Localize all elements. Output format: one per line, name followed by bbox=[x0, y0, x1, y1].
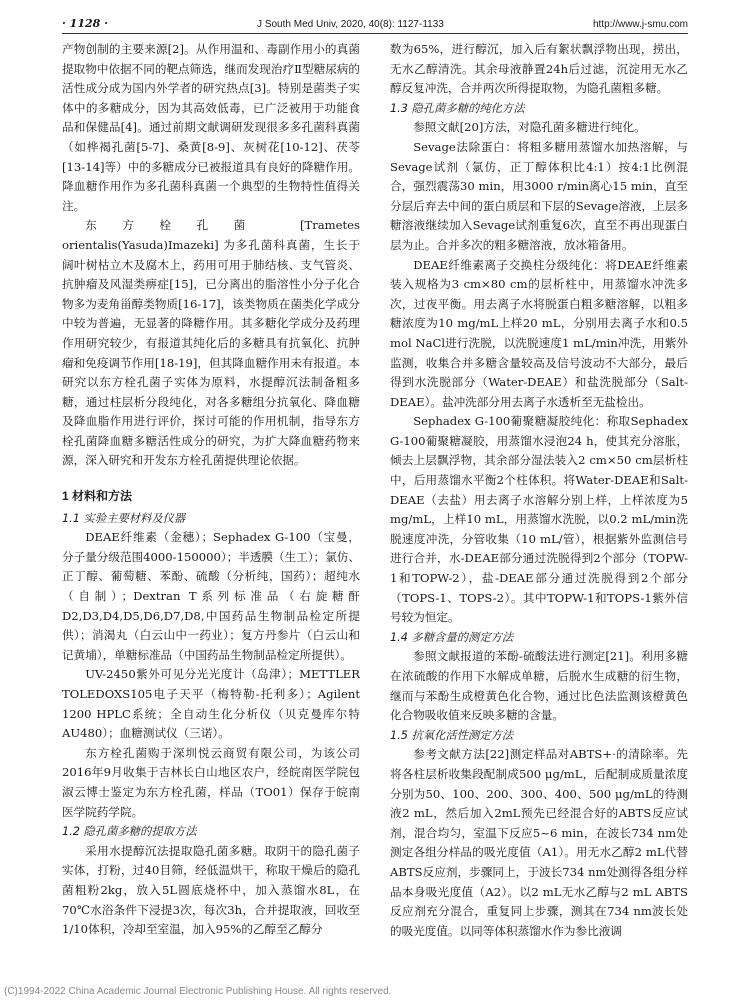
copyright-footer: (C)1994-2022 China Academic Journal Electronic Publishing House. All rights reserved. bbox=[4, 986, 392, 997]
paragraph-content-method: 参照文献报道的苯酚-硫酸法进行测定[21]。利用多糖在浓硫酸的作用下水解成单糖，后脱水生成糖的衍生物，继而与苯酚生成橙黄色化合物，通过比色法监测该橙黄色化合物吸收值来反映多糖的含量。 bbox=[390, 649, 688, 723]
paragraph-sample-source: 东方栓孔菌购于深圳悦云商贸有限公司，为该公司2016年9月收集于吉林长白山地区农户，经皖南医学院包淑云博士鉴定为东方栓孔菌，样品（TO01）保存于皖南医学院药学院。 bbox=[62, 745, 360, 819]
subsection-heading-1-1: 1.1 实验主要材料及仪器 bbox=[62, 511, 186, 525]
subsection-heading-1-4: 1.4 多糖含量的测定方法 bbox=[390, 630, 514, 644]
left-column bbox=[62, 40, 360, 976]
paragraph-intro-cont: 产物创制的主要来源[2]。从作用温和、毒副作用小的真菌提取物中依据不同的靶点筛选，继而发现治疗Ⅱ型糖尿病的活性成分成为国内外学者的研究热点[3]。特别是菌类子实体中的多糖成分，因为其高效低毒，已广泛被用于功能食品和保健品[4]。通过前期文献调研发现很多多孔菌科真菌（如桦褐孔菌[5-7]、桑黄[8-9]、灰树花[10-12]、茯苓[13-14]等）中的多糖成分已被报道具有良好的降糖作用。降血糖作用作为多孔菌科真菌一个典型的生物特性值得关注。 bbox=[62, 42, 360, 213]
page-header bbox=[62, 12, 688, 34]
right-column bbox=[390, 40, 688, 976]
paragraph-reagents: DEAE纤维素（金穗）；Sephadex G-100（宝曼，分子量分级范围4000-150000）；半透膜（生工）；氯仿、正丁醇、葡萄糖、苯酚、硫酸（分析纯，国药）；超纯水（自制）；Dextran T系列标准品（右旋糖酐D2,D3,D4,D5,D6,D7,D8,中国药品生物制品检定所提供）；消渴丸（白云山中一药业）；复方丹参片（白云山和记黄埔），单糖标准品（中国药品生物制品检定所提供）。 bbox=[62, 530, 360, 662]
subsection-heading-1-2: 1.2 隐孔菌多糖的提取方法 bbox=[62, 825, 197, 839]
page-number: · 1128 · bbox=[62, 17, 108, 30]
paragraph-sevage: Sevage法除蛋白：将粗多糖用蒸馏水加热溶解，与Sevage试剂（氯仿，正丁醇体积比4:1）按4:1比例混合，强烈震荡30 min，用3000 r/min离心15 min，直至分层后弃去中间的蛋白质层和下层的Sevage溶液，上层多糖溶液继续加入Sevage试剂重复6次，直至不再出现蛋白层为止。合并多次的粗多糖溶液，放冰箱备用。 bbox=[390, 139, 688, 252]
paragraph-sephadex: Sephadex G-100葡聚糖凝胶纯化：称取Sephadex G-100葡聚糖凝胶，用蒸馏水浸泡24 h，使其充分溶胀，倾去上层飘浮物，其余部分湿法装入2 cm×50 cm层析柱中，后用蒸馏水平衡2个柱体积。将Water-DEAE和Salt-DEAE（去盐）用去离子水溶解分别上样，上样浓度为5 mg/mL，上样10 mL，用蒸馏水洗脱，以0.2 mL/min洗脱速度冲洗，分管收集（10 mL/管），根据紫外监测信号进行合并，水-DEAE部分通过洗脱得到2个部分（TOPW-1和TOPW-2），盐-DEAE部分通过洗脱得到2个部分（TOPS-1、TOPS-2）。其中TOPW-1和TOPS-1紫外信号较为恒定。 bbox=[390, 414, 688, 625]
paragraph-deae: DEAE纤维素离子交换柱分级纯化：将DEAE纤维素装入规格为3 cm×80 cm的层析柱中，用蒸馏水冲洗多次，过夜平衡。用去离子水将脱蛋白粗多糖溶解，以粗多糖浓度为10 mg/mL上样20 mL，分别用去离子水和0.5 mol NaCl进行洗脱，以洗脱速度1 mL/min冲洗，用紫外监测，收集合并多糖含量较高及信号波动不大部分，最后得到水洗脱部分（Water-DEAE）和盐洗脱部分（Salt-DEAE）。盐冲洗部分用去离子水透析至无盐检出。 bbox=[390, 257, 688, 409]
paragraph-trametes: 东方栓孔菌 [Trametes orientalis(Yasuda)Imazeki] 为多孔菌科真菌，生长于阔叶树枯立木及腐木上，药用可用于肺结核、支气管炎、抗肿瘤及风湿类痹症[15]，已分离出的脂溶性小分子化合物多为麦角甾醇类物质[16-17]，该类物质在菌类化学成分中较为普遍，无显著的降糖作用。其多糖化学成分及药理作用研究较少，有报道其纯化后的多糖具有抗氧化、抗肿瘤和免疫调节作用[18-19]，但其降血糖作用未有报道。本研究以东方栓孔菌子实体为原料，水提醇沉法制备粗多糖，通过柱层析分段纯化，对各多糖组分抗氧化、降血糖及降血脂作用进行评价，探讨可能的作用机制，指导东方栓孔菌降血糖多糖活性成分的研究，为扩大降血糖药物来源，深入研究和开发东方栓孔菌提供理论依据。 bbox=[62, 218, 360, 468]
subsection-heading-1-3: 1.3 隐孔菌多糖的纯化方法 bbox=[390, 101, 525, 115]
paragraph-instruments: UV-2450紫外可见分光光度计（岛津）；METTLER TOLEDOXS105电子天平（梅特勒-托利多）；Agilent 1200 HPLC系统；全自动生化分析仪（贝克曼库尔特AU480）；血糖测试仪（三诺）。 bbox=[62, 667, 360, 741]
paragraph-extraction-cont: 数为65%，进行醇沉，加入后有絮状飘浮物出现，捞出，无水乙醇清洗。其余母液静置24h后过滤，沉淀用无水乙醇反复冲洗，合并两次所得提取物，为隐孔菌粗多糖。 bbox=[390, 42, 688, 96]
journal-url[interactable]: http://www.j-smu.com bbox=[592, 19, 688, 30]
paragraph-purification-ref: 参照文献[20]方法，对隐孔菌多糖进行纯化。 bbox=[413, 120, 646, 135]
subsection-heading-1-5: 1.5 抗氧化活性测定方法 bbox=[390, 728, 514, 742]
section-heading-materials: 1 材料和方法 bbox=[62, 489, 133, 504]
journal-citation: J South Med Univ, 2020, 40(8): 1127-1133 bbox=[257, 19, 444, 30]
paragraph-extraction: 采用水提醇沉法提取隐孔菌多糖。取阴干的隐孔菌子实体，打粉，过40目筛，经低温烘干，称取干燥后的隐孔菌粗粉2kg，放入5L圆底烧杯中，加入蒸馏水8L，在70℃水浴条件下浸提3次，每次3h，合并提取液，回收至1/10体积，冷却至室温，加入95%的乙醇至乙醇分 bbox=[62, 843, 360, 937]
paragraph-antioxidant: 参考文献方法[22]测定样品对ABTS+·的清除率。先将各柱层析收集段配制成500 μg/mL，后配制成质量浓度分别为50、100、200、300、400、500 μg/mL的待测液2 mL，然后加入2mL预先已经混合好的ABTS反应试剂，混合均匀，室温下反应5~6 min，在波长734 nm处测定各组分样品的吸光度值（A1）。用无水乙醇2 mL代替ABTS反应剂，步骤同上，于波长734 nm处测得各组分样品本身吸光度值（A2）。以2 mL无水乙醇与2 mL ABTS反应剂充分混合，重复同上步骤，测其在734 nm波长处的吸光度值。以同等体积蒸馏水作为参比液调 bbox=[390, 747, 688, 938]
